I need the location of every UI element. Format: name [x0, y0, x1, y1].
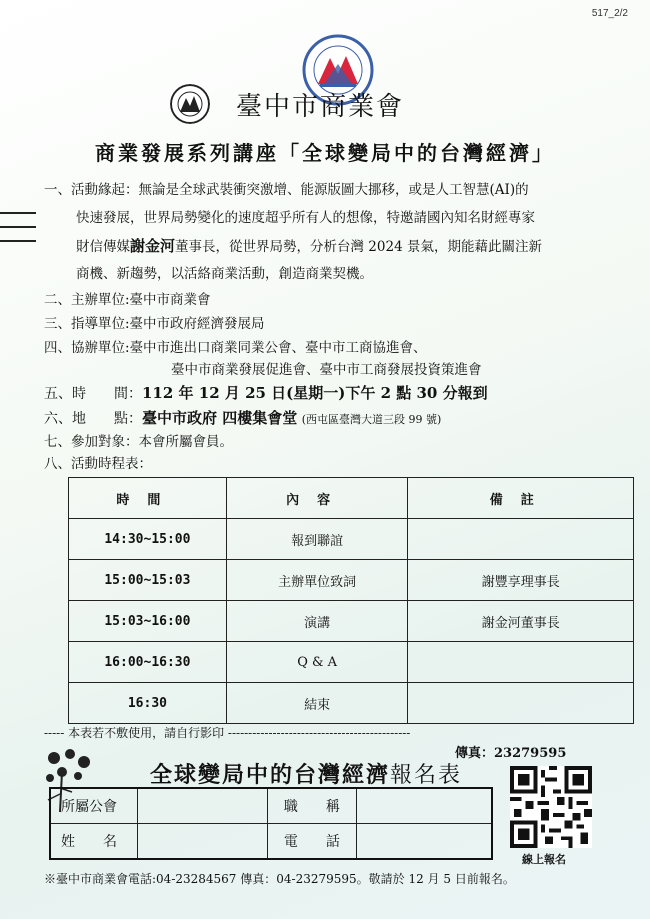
schedule-note: [408, 683, 634, 724]
schedule-note: [408, 519, 634, 560]
registration-title: 全球變局中的台灣經濟報名表: [150, 762, 463, 788]
margin-mark: [0, 212, 36, 214]
qr-label: 線上報名: [522, 853, 566, 866]
margin-mark: [0, 240, 36, 242]
schedule-content: Q & A: [226, 642, 408, 683]
association-label: 所屬公會: [50, 788, 138, 824]
section-1-line2: 快速發展，世界局勢變化的速度超乎所有人的想像，特邀請國內知名財經專家: [76, 210, 535, 226]
section-5: 五、時 間：112 年 12 月 25 日(星期一)下午 2 點 30 分報到: [44, 384, 488, 402]
schedule-header-time: 時間: [69, 478, 227, 519]
section-1-line3: 財信傳媒謝金河董事長，從世界局勢，分析台灣 2024 景氣，期能藉此關注新: [76, 237, 542, 255]
section-1-line4: 商機、新趨勢，以活絡商業活動，創造商業契機。: [76, 266, 373, 282]
section-4: 四、協辦單位:臺中市進出口商業同業公會、臺中市工商協進會、: [44, 340, 427, 356]
section-7: 七、參加對象：本會所屬會員。: [44, 434, 233, 450]
organization-name: 臺中市商業會: [236, 92, 405, 122]
table-row: [69, 560, 634, 601]
schedule-time: 15:00~15:03: [69, 560, 227, 601]
page-number: 517_2/2: [591, 8, 628, 19]
schedule-content: 報到聯誼: [226, 519, 408, 560]
association-field[interactable]: [138, 788, 267, 824]
venue-address: (西屯區臺灣大道三段 99 號): [301, 413, 442, 426]
fax-number: 傳真：23279595: [455, 746, 567, 761]
table-row: [50, 788, 492, 824]
schedule-content: 結束: [226, 683, 408, 724]
schedule-table: [68, 477, 634, 724]
table-row: [69, 683, 634, 724]
section-8: 八、活動時程表：: [44, 456, 152, 472]
table-row: [69, 642, 634, 683]
section-1-line1: 無論是全球武裝衝突激增、能源版圖大挪移，或是人工智慧(AI)的: [138, 182, 529, 198]
schedule-header-row: [69, 478, 634, 519]
margin-mark: [0, 226, 36, 228]
schedule-content: 主辦單位致詞: [226, 560, 408, 601]
schedule-time: 16:30: [69, 683, 227, 724]
name-label: 姓 名: [50, 824, 138, 860]
section-2: 二、主辦單位:臺中市商業會: [44, 292, 211, 308]
schedule-note: 謝豐享理事長: [408, 560, 634, 601]
table-row: [69, 519, 634, 560]
section-3: 三、指導單位:臺中市政府經濟發展局: [44, 316, 265, 332]
schedule-note: 謝金河董事長: [408, 601, 634, 642]
table-row: [69, 601, 634, 642]
schedule-time: 16:00~16:30: [69, 642, 227, 683]
schedule-content: 演講: [226, 601, 408, 642]
section-4-line2: 臺中市商業發展促進會、臺中市工商發展投資策進會: [171, 362, 482, 378]
qr-code-icon[interactable]: [510, 766, 592, 848]
footer-contact: ※臺中市商業會電話:04-23284567 傳真：04-23279595。敬請於 12 月 5 日前報名。: [44, 872, 515, 886]
registration-form: [49, 787, 493, 860]
speaker-name: 謝金河: [130, 237, 176, 255]
schedule-time: 14:30~15:00: [69, 519, 227, 560]
section-1-label: 一、活動緣起：: [44, 182, 139, 198]
phone-label: 電 話: [267, 824, 357, 860]
schedule-header-note: 備註: [408, 478, 634, 519]
name-field[interactable]: [138, 824, 267, 860]
job-title-field[interactable]: [357, 788, 492, 824]
schedule-header-content: 內容: [226, 478, 408, 519]
organization-seal-small: [170, 84, 210, 124]
event-time: 112 年 12 月 25 日(星期一)下午 2 點 30 分報到: [142, 384, 488, 402]
page-title: 商業發展系列講座「全球變局中的台灣經濟」: [95, 141, 555, 165]
job-title-label: 職 稱: [267, 788, 357, 824]
event-venue: 臺中市政府 四樓集會堂: [142, 409, 298, 427]
section-1: [44, 178, 529, 203]
schedule-note: [408, 642, 634, 683]
phone-field[interactable]: [357, 824, 492, 860]
section-6: 六、地 點：臺中市政府 四樓集會堂 (西屯區臺灣大道三段 99 號): [44, 409, 442, 427]
schedule-time: 15:03~16:00: [69, 601, 227, 642]
table-row: [50, 824, 492, 860]
cut-line: ----- 本表若不敷使用，請自行影印 ---------------------------------------------: [44, 726, 411, 740]
